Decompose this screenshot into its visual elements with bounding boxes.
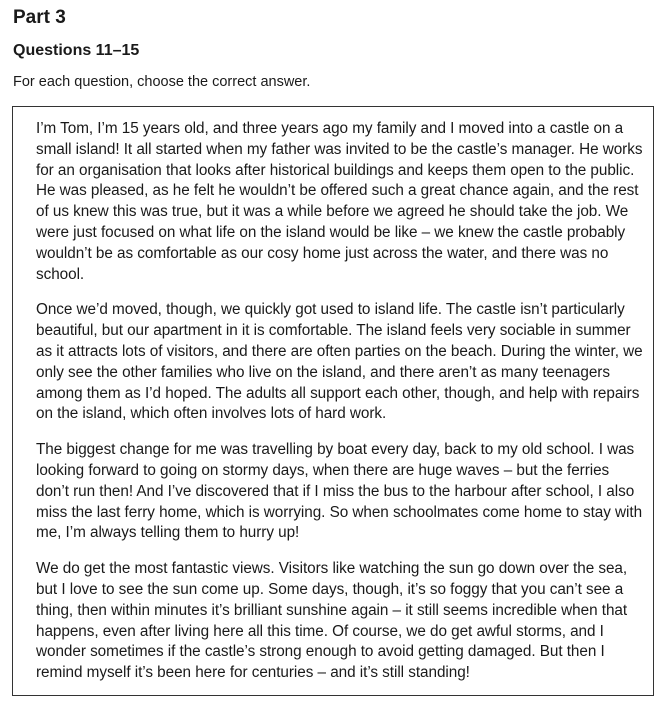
- reading-passage-box: [12, 106, 654, 696]
- instruction-text: For each question, choose the correct answer.: [13, 74, 311, 90]
- questions-title: Questions 11–15: [13, 42, 140, 59]
- part-title: Part 3: [13, 7, 66, 28]
- passage-paragraph-4: We do get the most fantastic views. Visitors like watching the sun go down over the sea, but I love to see the sun come up. Some days, though, it’s so foggy that you can’t see a thing, then within minutes it’s brilliant sunshine again – it still seems incredible when that happens, even after living here all this time. Of course, we do get awful storms, and I wonder sometimes if the castle’s strong enough to avoid getting damaged. But then I remind myself it’s been here for centuries – and it’s still standing!: [36, 560, 628, 682]
- passage-paragraph-1: I’m Tom, I’m 15 years old, and three years ago my family and I moved into a castle on a small island! It all started when my father was invited to be the castle’s manager. He works for an organisation that looks after historical buildings and keeps them open to the public. He was pleased, as he felt he wouldn’t be offered such a great chance again, and the rest of us knew this was true, but it was a while before we agreed he should take the job. We were just focused on what life on the island would be like – we knew the castle probably wouldn’t be as comfortable as our cosy home just across the water, and there was no school.: [36, 120, 643, 283]
- passage-paragraph-2: Once we’d moved, though, we quickly got used to island life. The castle isn’t particularly beautiful, but our apartment in it is comfortable. The island feels very sociable in summer as it attracts lots of visitors, and there are often parties on the beach. During the winter, we only see the other families who live on the island, and there aren’t as many teenagers among them as I’d hoped. The adults all support each other, though, and help with repairs on the island, which often involves lots of hard work.: [36, 301, 643, 423]
- passage-paragraph-3: The biggest change for me was travelling by boat every day, back to my old school. I was looking forward to going on stormy days, when there are huge waves – but the ferries don’t run then! And I’ve discovered that if I miss the bus to the harbour after school, I also miss the last ferry home, which is worrying. So when schoolmates come home to stay with me, I’m always telling them to hurry up!: [36, 441, 643, 542]
